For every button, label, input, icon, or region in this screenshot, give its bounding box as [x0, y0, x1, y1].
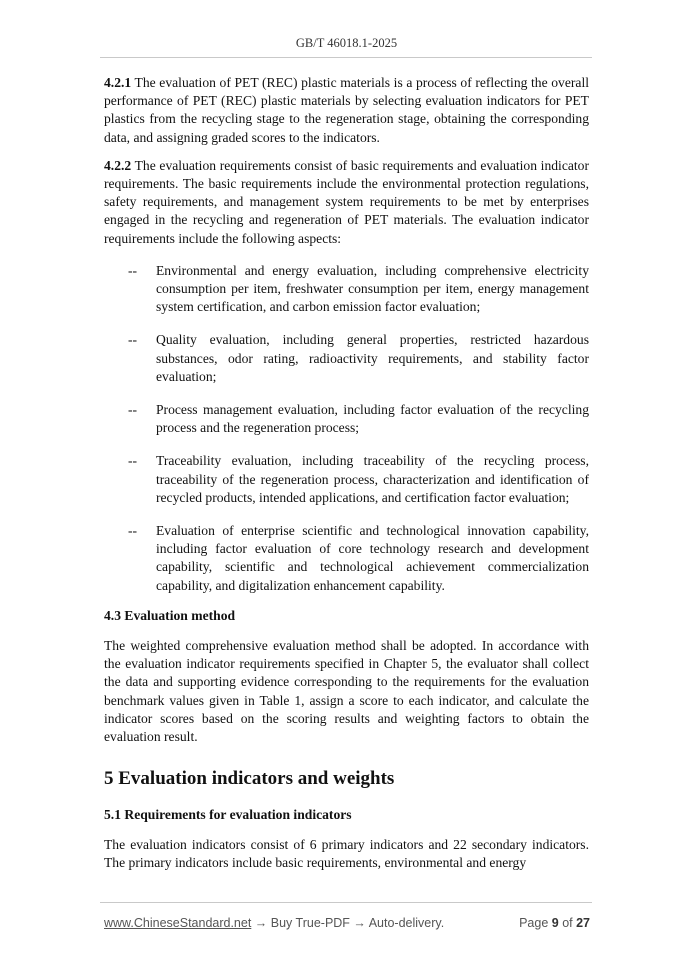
clause-number: 4.2.2: [104, 157, 132, 173]
page-number: 9: [551, 916, 559, 930]
list-item-text: Traceability evaluation, including traceability of the recycling process, traceability of the regeneration process, characterization and identification of recycled products, intended applications, and certification factor evaluation;: [156, 453, 589, 505]
list-dash: --: [128, 523, 138, 539]
header-divider: [100, 57, 592, 58]
list-item: [104, 401, 589, 437]
clause-4-2-2: [104, 157, 589, 248]
clause-number: 4.2.1: [104, 75, 132, 90]
page-indicator: [519, 916, 590, 930]
list-item-text: Quality evaluation, including general properties, restricted hazardous substances, odor rating, radioactivity requirements, and stability factor evaluation;: [156, 332, 589, 384]
section-heading-5-1: 5.1 Requirements for evaluation indicators: [104, 806, 352, 822]
clause-4-2-1: [104, 74, 589, 147]
section-4-3-text: The weighted comprehensive evaluation method shall be adopted. In accordance with the evaluation indicator requirements specified in Chapter 5, the evaluator shall collect the data and supporting evidence corresponding to the requirements for the evaluation benchmark values given in Table 1, assign a score to each indicator, and calculate the indicator scores based on the scoring results and weighting factors to obtain the evaluation result.: [104, 638, 589, 745]
page-total: 27: [576, 916, 590, 930]
list-dash: --: [128, 332, 138, 348]
clause-text: The evaluation requirements consist of basic requirements and evaluation indicator requirements. The basic requirements include the environmental protection regulations, safety requirements, and management system requirements to be met by enterprises engaged in the recycling and regeneration of PET materials. The evaluation indicator requirements include the following aspects:: [104, 157, 589, 246]
section-heading-4-3: 4.3 Evaluation method: [104, 607, 236, 623]
page-label: Page: [519, 916, 552, 930]
footer-promo: [104, 916, 444, 930]
page-header: GB/T 46018.1-2025: [295, 36, 398, 50]
page-content: [104, 74, 589, 882]
list-dash: --: [128, 262, 138, 278]
list-item: [104, 452, 589, 507]
list-item: [104, 331, 589, 386]
site-link[interactable]: www.ChineseStandard.net: [104, 916, 252, 930]
list-item: [104, 262, 589, 317]
list-item-text: Process management evaluation, including factor evaluation of the recycling process and the regeneration process;: [156, 402, 589, 436]
footer-tagline: → Buy True-PDF → Auto-delivery.: [251, 916, 445, 930]
chapter-heading-5: 5 Evaluation indicators and weights: [104, 768, 395, 790]
footer-divider: [100, 902, 592, 903]
list-item-text: Environmental and energy evaluation, including comprehensive electricity consumption per item, freshwater consumption per item, energy management system certification, and carbon emission factor evaluation;: [156, 262, 589, 315]
evaluation-aspects-list: [104, 262, 589, 595]
list-dash: --: [128, 402, 138, 418]
section-5-1-text: The evaluation indicators consist of 6 primary indicators and 22 secondary indicators. The primary indicators include basic requirements, environmental and energy: [104, 836, 589, 870]
list-dash: --: [128, 453, 138, 469]
page-of-label: of: [558, 916, 577, 930]
list-item: [104, 522, 589, 595]
clause-text: The evaluation of PET (REC) plastic materials is a process of reflecting the overall performance of PET (REC) plastic materials by selecting evaluation indicators for PET plastics from the recycling stage to the regeneration stage, obtaining the corresponding data, and assigning graded scores to the indicators.: [104, 75, 589, 145]
list-item-text: Evaluation of enterprise scientific and technological innovation capability, including factor evaluation of core technology research and development capability, scientific and technological achievement commercialization capability, and digitalization enhancement capability.: [156, 523, 589, 593]
